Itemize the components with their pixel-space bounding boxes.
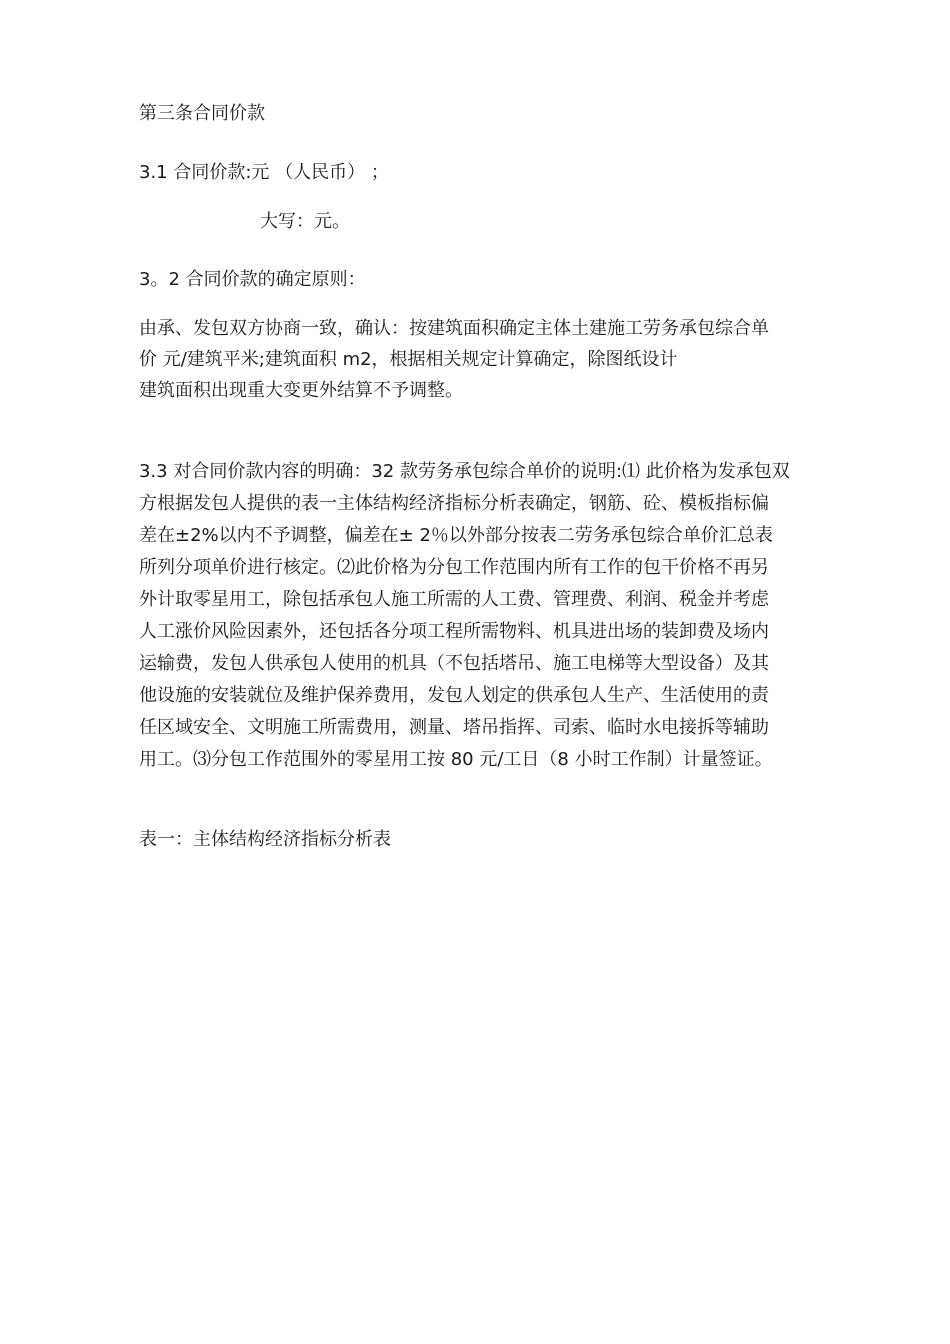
paragraph-line: 价 元/建筑平米;建筑面积 m2，根据相关规定计算确定，除图纸设计	[139, 349, 678, 370]
clause-3-3-paragraph	[139, 460, 829, 780]
paragraph-line: 差在±2%以内不予调整，偏差在± 2％以外部分按表二劳务承包综合单价汇总表	[139, 525, 773, 546]
paragraph-line: 建筑面积出现重大变更外结算不予调整。	[139, 380, 463, 401]
clause-3-1-capital-amount: 大写：元。	[260, 211, 350, 232]
table-caption: 表一：主体结构经济指标分析表	[139, 829, 391, 850]
paragraph-line: 外计取零星用工，除包括承包人施工所需的人工费、管理费、利润、税金并考虑	[139, 589, 769, 610]
paragraph-line: 用工。⑶分包工作范围外的零星用工按 80 元/工日（8 小时工作制）计量签证。	[139, 749, 773, 770]
paragraph-line: 由承、发包双方协商一致，确认：按建筑面积确定主体土建施工劳务承包综合单	[139, 318, 769, 339]
paragraph-line: 人工涨价风险因素外，还包括各分项工程所需物料、机具进出场的装卸费及场内	[139, 621, 769, 642]
clause-3-2-heading: 3。2 合同价款的确定原则：	[139, 269, 366, 290]
paragraph-line: 运输费，发包人供承包人使用的机具（不包括塔吊、施工电梯等大型设备）及其	[139, 653, 769, 674]
paragraph-line: 他设施的安装就位及维护保养费用，发包人划定的供承包人生产、生活使用的责	[139, 685, 769, 706]
article-title: 第三条合同价款	[139, 103, 265, 124]
clause-3-1-text: 3.1 合同价款:元 （人民币） ；	[139, 162, 389, 183]
paragraph-line: 方根据发包人提供的表一主体结构经济指标分析表确定，钢筋、砼、模板指标偏	[139, 493, 769, 514]
paragraph-line: 任区域安全、文明施工所需费用，测量、塔吊指挥、司索、临时水电接拆等辅助	[139, 717, 769, 738]
clause-3-2-paragraph	[139, 317, 829, 410]
paragraph-line: 3.3 对合同价款内容的明确：32 款劳务承包综合单价的说明:⑴ 此价格为发承包双	[139, 461, 790, 482]
paragraph-line: 所列分项单价进行核定。⑵此价格为分包工作范围内所有工作的包干价格不再另	[139, 557, 769, 578]
